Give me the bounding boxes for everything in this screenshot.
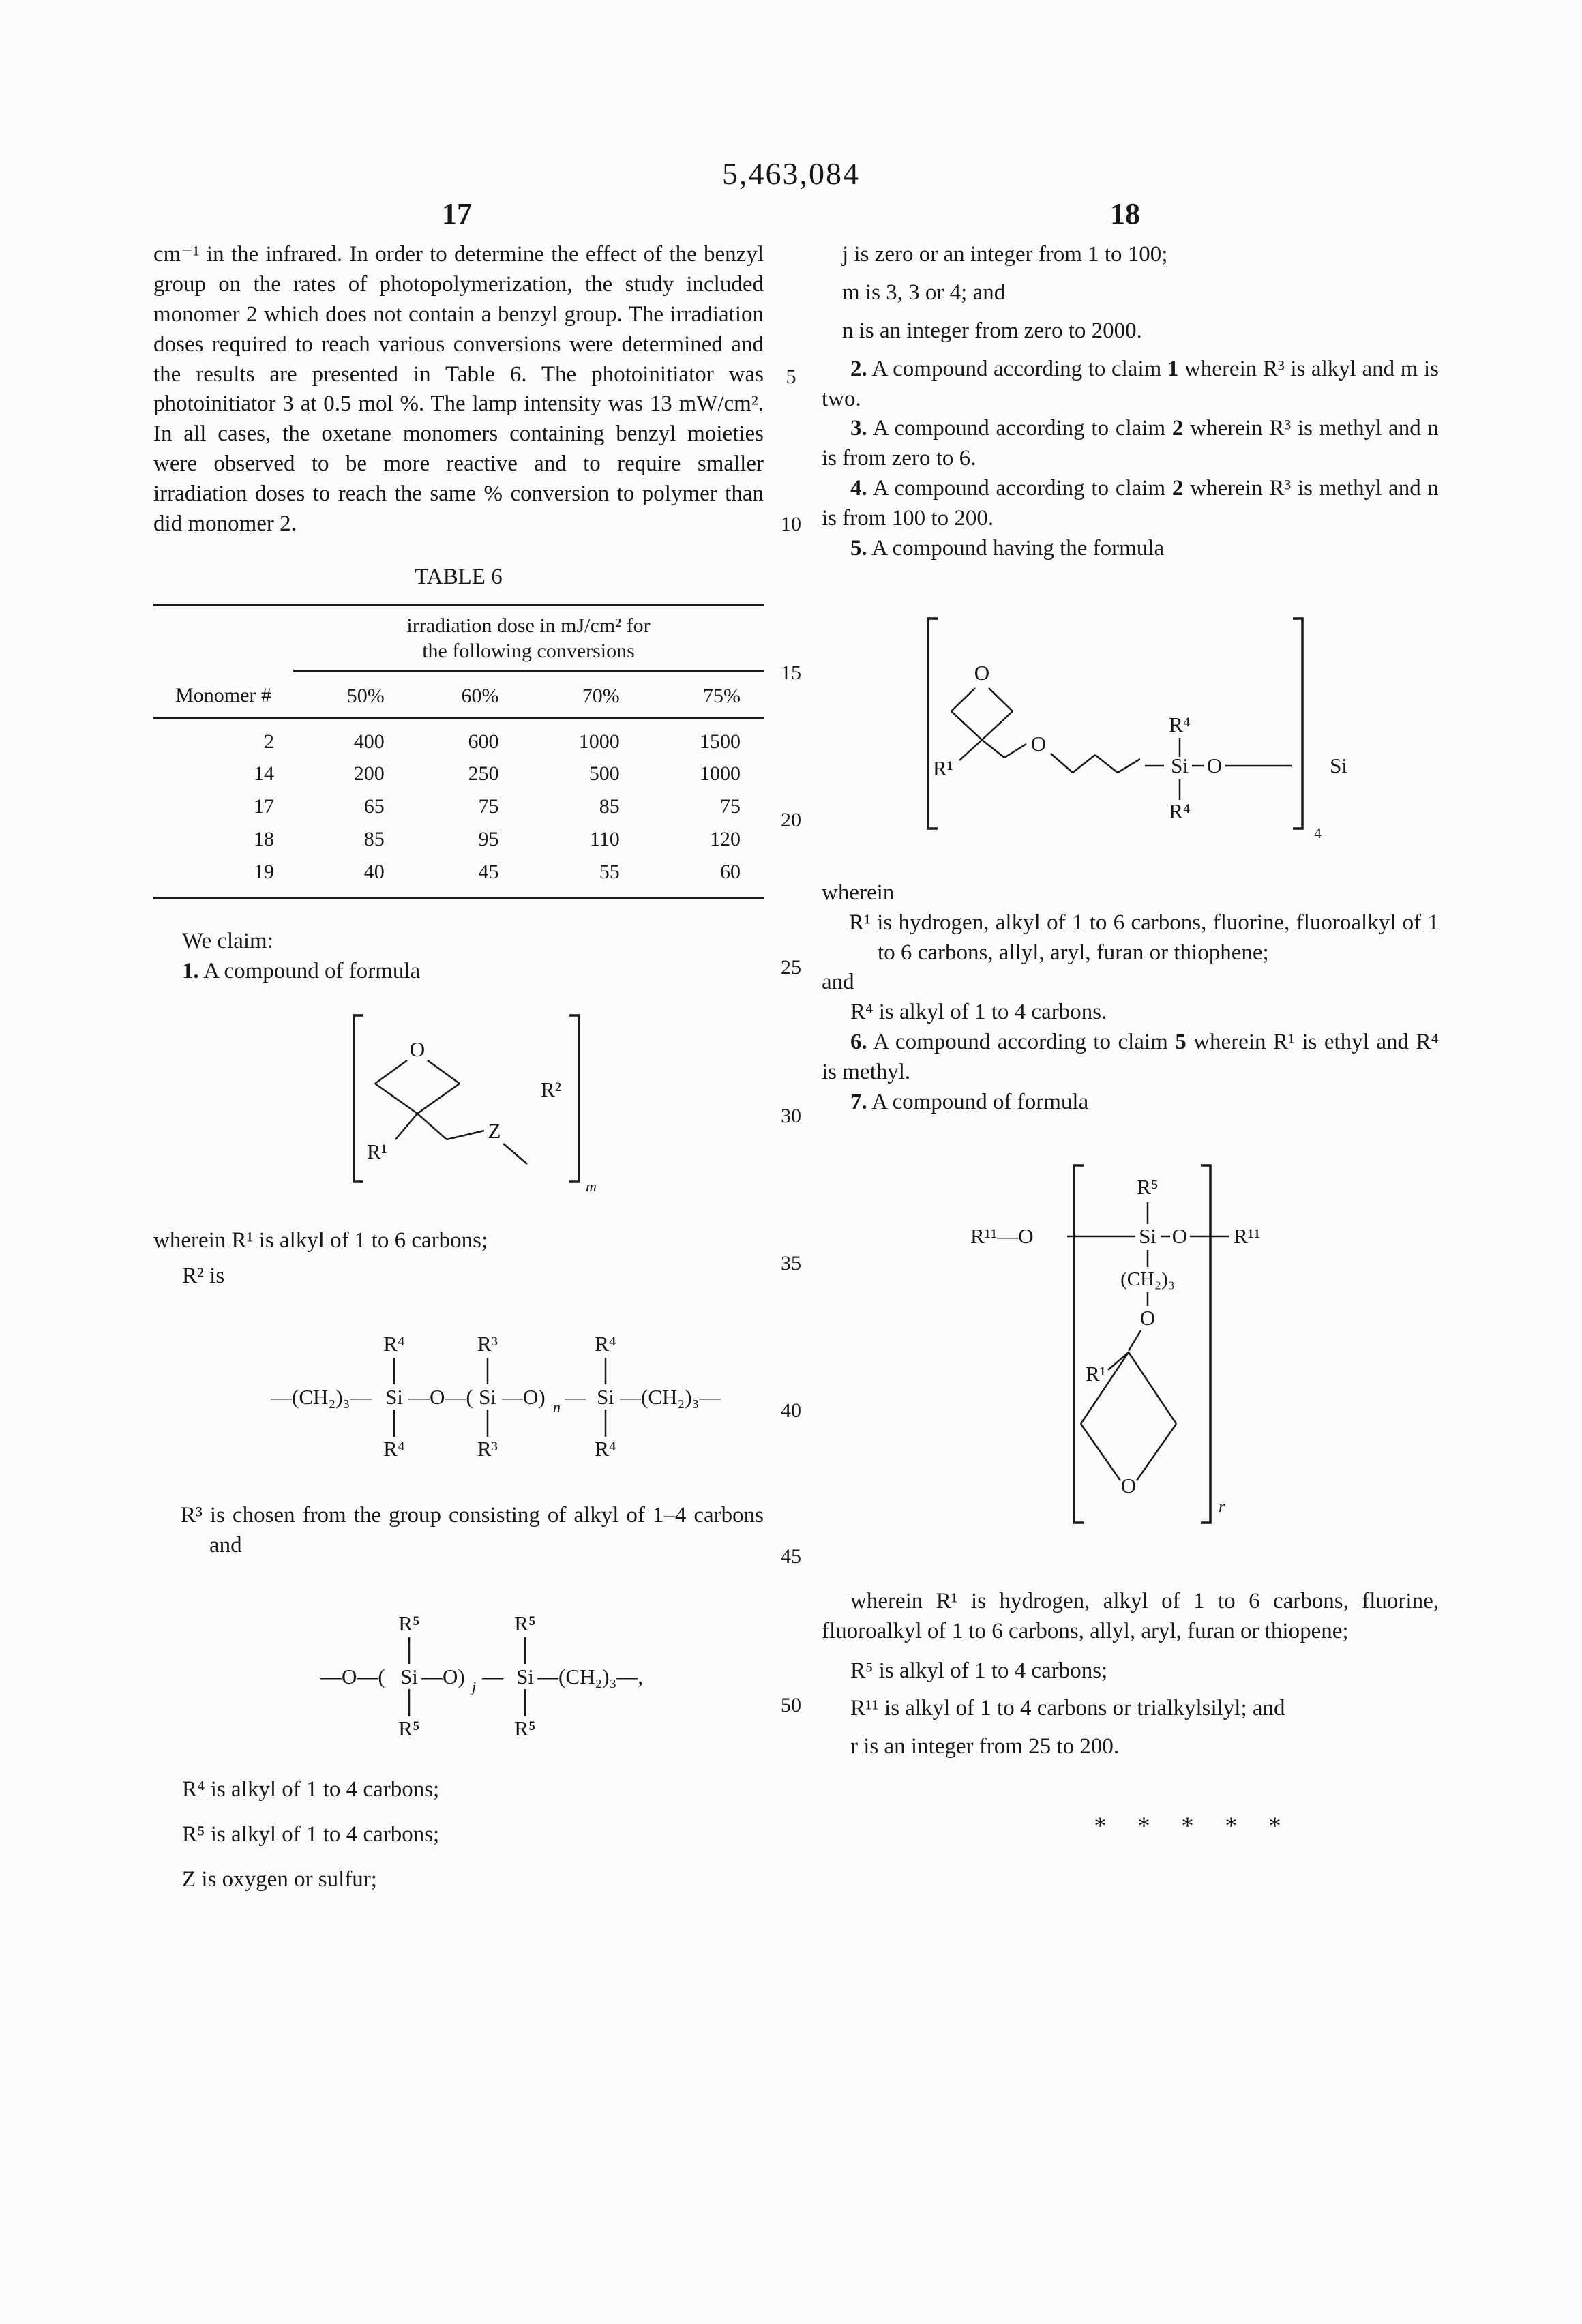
table6-row	[153, 790, 764, 822]
r11-o-left-group: R¹¹—O	[970, 1223, 1034, 1248]
r4-label: R⁴	[595, 1437, 616, 1461]
propylene-group: (CH₂)₃	[1120, 1268, 1175, 1290]
r1-def: R¹ is hydrogen, alkyl of 1 to 6 carbons, fluorine, fluoroalkyl of 1 to 6 carbons, allyl, aryl, furan or thiophene;	[849, 910, 1439, 965]
si-atom: Si	[479, 1385, 496, 1410]
r3-label: R³	[477, 1437, 498, 1461]
gutter-line-number: 25	[781, 956, 801, 979]
r3-def: R³ is chosen from the group consisting of alkyl of 1–4 carbons and	[181, 1503, 764, 1558]
claim-6-text: wherein R¹ is ethyl and R⁴ is methyl.	[822, 1030, 1439, 1084]
table6-col-header-75: 75%	[643, 670, 764, 717]
z-label: Z	[488, 1118, 501, 1143]
r2-is: R² is	[182, 1263, 225, 1288]
claim-5-number: 5.	[850, 535, 867, 561]
table6-cell: 60	[720, 861, 741, 884]
oxetane-ring-bonds	[375, 1060, 527, 1164]
left-bracket	[928, 619, 938, 829]
propyl-chain: —(CH₂)₃—,	[537, 1665, 644, 1689]
claims-end-stars: * * * * *	[1094, 1812, 1283, 1840]
gutter-line-number: 10	[781, 513, 801, 535]
claim-3-text: A compound according to claim	[872, 416, 1172, 441]
j-def: j is zero or an integer from 1 to 100;	[842, 242, 1168, 267]
r-def: r is an integer from 25 to 200.	[850, 1734, 1120, 1759]
table6-span-header-line2: the following conversions	[422, 640, 635, 663]
claim-6	[822, 1028, 1439, 1088]
claim-4-ref: 2	[1171, 476, 1184, 501]
gutter-line-number: 15	[781, 661, 801, 684]
r5-label: R⁵	[398, 1716, 420, 1741]
claim-2-text: A compound according to claim	[871, 356, 1167, 381]
subscript-m: m	[586, 1177, 597, 1195]
chain-oxygen-label: O	[1139, 1305, 1156, 1330]
ring-oxygen-label: O	[1120, 1473, 1137, 1498]
claim-6-text: A compound according to claim	[873, 1030, 1176, 1055]
table6-cell: 110	[589, 828, 620, 851]
o-open-group: —O—(	[320, 1665, 385, 1689]
table6-cell: 600	[468, 730, 499, 753]
table6-span-header	[293, 605, 764, 671]
r5-def: R⁵ is alkyl of 1 to 4 carbons;	[182, 1822, 440, 1847]
table6-col-header-60: 60%	[408, 670, 522, 717]
subscript-j: j	[472, 1678, 477, 1696]
wherein-word: wherein	[822, 880, 895, 905]
claim-3	[822, 414, 1439, 474]
gutter-line-number: 45	[781, 1545, 801, 1568]
r2-label: R²	[541, 1077, 561, 1101]
table6-row	[153, 717, 764, 757]
right-bracket	[1293, 619, 1302, 829]
patent-number: 5,463,084	[722, 156, 860, 191]
table6-cell: 85	[599, 795, 620, 818]
o-close-group: —O)	[421, 1665, 465, 1689]
r5-label: R⁵	[1137, 1174, 1159, 1199]
right-bracket	[569, 1015, 579, 1182]
r1-label: R¹	[367, 1139, 387, 1163]
right-bracket	[1201, 1165, 1210, 1523]
table6-cell: 120	[710, 828, 741, 851]
we-claim: We claim:	[182, 928, 273, 953]
gutter-line-number: 40	[781, 1399, 801, 1422]
claim-4	[822, 474, 1439, 534]
r3-formula-structure	[310, 1599, 733, 1745]
table6-span-header-line1: irradiation dose in mJ/cm² for	[406, 614, 651, 637]
r3-label: R³	[477, 1332, 498, 1356]
r5-def: R⁵ is alkyl of 1 to 4 carbons;	[850, 1658, 1108, 1683]
table6-cell: 1000	[700, 762, 741, 786]
claim-3-ref: 2	[1171, 416, 1184, 441]
si-atom: Si	[1171, 753, 1189, 777]
claim-1-number: 1.	[182, 958, 199, 983]
z-def: Z is oxygen or sulfur;	[182, 1866, 377, 1892]
claim-7	[822, 1088, 1439, 1118]
table6-cell: 75	[478, 795, 499, 818]
si-atom: Si	[400, 1665, 418, 1689]
r11-def: R¹¹ is alkyl of 1 to 4 carbons or trialkylsilyl; and	[850, 1696, 1285, 1721]
intro-paragraph: cm⁻¹ in the infrared. In order to determine the effect of the benzyl group on the rates of photopolymerization, the study included monomer 2 which does not contain a benzyl group. The irradiation doses required to reach various conversions were determined and the results are presented in Table 6. The photoinitiator was photoinitiator 3 at 0.5 mol %. The lamp intensity was 13 mW/cm². In all cases, the oxetane monomers containing benzyl moieties were observed to be more reactive and to require smaller irradiation doses to reach the same % conversion to polymer than did monomer 2.	[153, 242, 764, 536]
r4-label: R⁴	[1169, 799, 1191, 823]
table6-cell: 1500	[700, 730, 741, 753]
claim-2-text: wherein R³ is alkyl and m is two.	[822, 356, 1439, 411]
o-close-group: —O)	[502, 1385, 546, 1410]
left-bracket	[354, 1015, 363, 1182]
claim-1-text: A compound of formula	[203, 958, 421, 983]
n-def: n is an integer from zero to 2000.	[842, 318, 1142, 343]
gutter-line-number: 35	[781, 1252, 801, 1275]
subscript-r: r	[1219, 1498, 1225, 1516]
claim-6-ref: 5	[1175, 1030, 1186, 1055]
gutter-line-number: 20	[781, 809, 801, 831]
right-column-page-number: 18	[1110, 197, 1140, 230]
table6-title: TABLE 6	[415, 564, 503, 589]
r4-label: R⁴	[383, 1332, 405, 1356]
wherein-r1-def: wherein R¹ is alkyl of 1 to 6 carbons;	[153, 1227, 488, 1253]
r4-label: R⁴	[1169, 712, 1191, 736]
table6-cell: 1000	[578, 730, 620, 753]
claim-3-number: 3.	[850, 416, 867, 441]
table6-cell: 45	[478, 861, 499, 884]
bond-dash: —	[482, 1665, 503, 1689]
claim-4-number: 4.	[850, 476, 867, 501]
subscript-n: n	[553, 1399, 561, 1416]
r4-def: R⁴ is alkyl of 1 to 4 carbons.	[850, 1000, 1107, 1025]
table6-cell: 55	[599, 861, 620, 884]
table6-cell: 250	[468, 762, 499, 786]
m-def: m is 3, 3 or 4; and	[842, 280, 1006, 305]
left-column	[153, 240, 764, 1895]
chain-oxygen-label: O	[1030, 731, 1047, 756]
subscript-4: 4	[1314, 824, 1322, 841]
structure-bonds	[951, 688, 1292, 800]
r1-label: R¹	[933, 756, 953, 780]
claim7-structure	[965, 1154, 1306, 1543]
r4-def: R⁴ is alkyl of 1 to 4 carbons;	[182, 1777, 440, 1802]
right-propyl-chain: —(CH₂)₃—	[620, 1385, 721, 1410]
table6-cell: 95	[478, 828, 499, 851]
r5-label: R⁵	[514, 1716, 536, 1741]
si-atom: Si	[1139, 1223, 1156, 1248]
table6-row	[153, 822, 764, 855]
r4-label: R⁴	[595, 1332, 616, 1356]
wherein7-def: wherein R¹ is hydrogen, alkyl of 1 to 6 carbons, fluorine, fluoroalkyl of 1 to 6 carbons, allyl, aryl, furan or thiopene;	[822, 1588, 1439, 1643]
table6-cell: 65	[363, 795, 385, 818]
si-atom: Si	[597, 1385, 614, 1410]
table6-cell: 75	[720, 795, 741, 818]
o-open-group: —O—(	[408, 1385, 473, 1410]
si-outer-atom: Si	[1330, 753, 1347, 777]
r4-label: R⁴	[383, 1437, 405, 1461]
table6-row	[153, 757, 764, 790]
left-column-page-number: 17	[442, 197, 472, 230]
claim-3-text: wherein R³ is methyl and n is from zero to 6.	[822, 416, 1439, 471]
table6-cell: 200	[353, 762, 385, 786]
r2-formula-structure	[263, 1320, 747, 1465]
right-column	[822, 240, 1439, 1843]
table6-col-header-50: 50%	[293, 670, 408, 717]
table6-cell-monomer: 2	[264, 730, 274, 753]
table6-col-header-70: 70%	[522, 670, 643, 717]
ring-oxygen-label: O	[974, 660, 990, 685]
claim5-structure	[917, 604, 1360, 846]
gutter-line-number: 50	[781, 1694, 801, 1716]
o-atom: O	[1171, 1223, 1188, 1248]
claim-7-text: A compound of formula	[871, 1089, 1089, 1114]
claim-2-number: 2.	[850, 356, 867, 381]
left-propyl-chain: —(CH₂)₃—	[271, 1385, 372, 1410]
o-atom: O	[1206, 753, 1223, 777]
table6-row	[153, 855, 764, 898]
table6-col-header-monomer: Monomer #	[153, 670, 293, 717]
claim-5-text: A compound having the formula	[871, 535, 1165, 561]
table6-cell: 85	[363, 828, 385, 851]
claim-2	[822, 355, 1439, 415]
si-atom: Si	[516, 1665, 534, 1689]
claim-1	[153, 957, 764, 987]
ring-oxygen-label: O	[409, 1037, 426, 1061]
claim-7-number: 7.	[850, 1089, 867, 1114]
table6	[153, 604, 764, 899]
table6-cell: 500	[588, 762, 620, 786]
r5-label: R⁵	[398, 1611, 420, 1636]
claim1-structure	[344, 1003, 597, 1197]
gutter-line-number: 5	[786, 366, 796, 388]
r1-label: R¹	[1086, 1361, 1106, 1386]
claim-6-number: 6.	[850, 1030, 867, 1055]
bond-dash: —	[565, 1385, 586, 1410]
si-atom: Si	[385, 1385, 403, 1410]
table6-cell-monomer: 19	[254, 861, 274, 884]
r11-right-label: R¹¹	[1234, 1223, 1261, 1248]
r5-label: R⁵	[514, 1611, 536, 1636]
table6-cell: 40	[363, 861, 385, 884]
and-word: and	[822, 970, 854, 995]
claim-2-ref: 1	[1167, 356, 1179, 381]
claim-4-text: wherein R³ is methyl and n is from 100 to 200.	[822, 476, 1439, 531]
gutter-line-number: 30	[781, 1105, 801, 1127]
table6-cell-monomer: 14	[254, 762, 274, 786]
claim-5	[822, 534, 1439, 564]
table6-cell-monomer: 17	[254, 795, 274, 818]
table6-cell-monomer: 18	[254, 828, 274, 851]
table6-cell: 400	[353, 730, 385, 753]
claim-4-text: A compound according to claim	[872, 476, 1172, 501]
left-bracket	[1074, 1165, 1084, 1523]
